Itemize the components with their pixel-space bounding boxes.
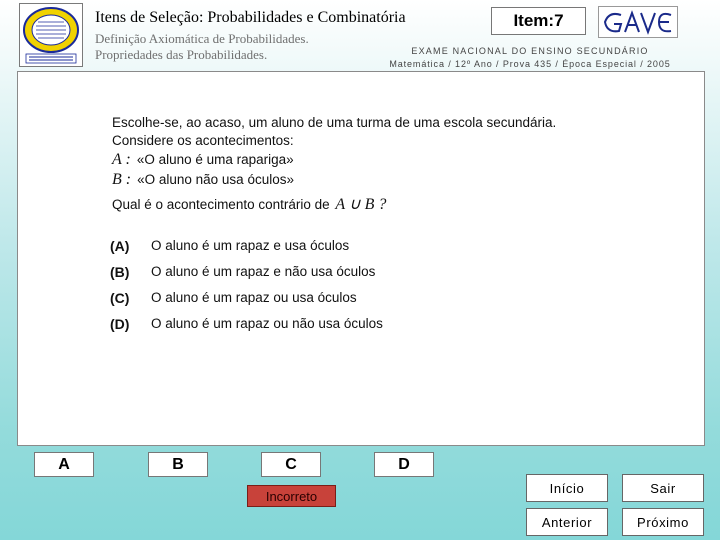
answer-c-button[interactable]: C xyxy=(261,452,321,477)
answer-b-button[interactable]: B xyxy=(148,452,208,477)
question-prompt xyxy=(112,194,386,214)
feedback-incorrect-badge: Incorreto xyxy=(247,485,336,507)
event-b-text: «O aluno não usa óculos» xyxy=(137,172,294,187)
event-b-symbol: B : xyxy=(112,171,132,188)
home-button[interactable]: Início xyxy=(526,474,608,502)
topic-line-2: Propriedades das Probabilidades. xyxy=(95,47,268,62)
question-prompt-text: Qual é o acontecimento contrário de xyxy=(112,197,330,212)
event-b xyxy=(112,171,294,189)
exam-title: EXAME NACIONAL DO ENSINO SECUNDÁRIO xyxy=(411,46,649,56)
gave-logo-image xyxy=(599,7,677,37)
next-button[interactable]: Próximo xyxy=(622,508,704,536)
topic-line-1: Definição Axiomática de Probabilidades. xyxy=(95,31,309,46)
school-logo-image xyxy=(20,4,82,66)
answer-d-button[interactable]: D xyxy=(374,452,434,477)
option-d-letter: (D) xyxy=(110,316,130,332)
page-title: Itens de Seleção: Probabilidades e Combinatória xyxy=(95,9,406,26)
question-expression: A ∪ B ? xyxy=(335,196,387,213)
question-events-label: Considere os acontecimentos: xyxy=(112,133,294,148)
exam-details: Matemática / 12º Ano / Prova 435 / Época Especial / 2005 xyxy=(389,59,671,69)
option-d-text: O aluno é um rapaz ou não usa óculos xyxy=(151,316,383,331)
option-b-letter: (B) xyxy=(110,264,130,280)
exit-button[interactable]: Sair xyxy=(622,474,704,502)
question-panel xyxy=(17,71,705,446)
previous-button[interactable]: Anterior xyxy=(526,508,608,536)
gave-logo xyxy=(598,6,678,38)
item-number-badge: Item:7 xyxy=(491,7,586,35)
option-c-letter: (C) xyxy=(110,290,130,306)
option-c-text: O aluno é um rapaz ou usa óculos xyxy=(151,290,357,305)
event-a-symbol: A : xyxy=(112,151,131,168)
school-logo xyxy=(19,3,83,67)
option-b-text: O aluno é um rapaz e não usa óculos xyxy=(151,264,376,279)
option-a-letter: (A) xyxy=(110,238,130,254)
event-a xyxy=(112,151,294,169)
option-a-text: O aluno é um rapaz e usa óculos xyxy=(151,238,350,253)
question-intro: Escolhe-se, ao acaso, um aluno de uma turma de uma escola secundária. xyxy=(112,115,557,130)
event-a-text: «O aluno é uma rapariga» xyxy=(136,152,294,167)
answer-a-button[interactable]: A xyxy=(34,452,94,477)
